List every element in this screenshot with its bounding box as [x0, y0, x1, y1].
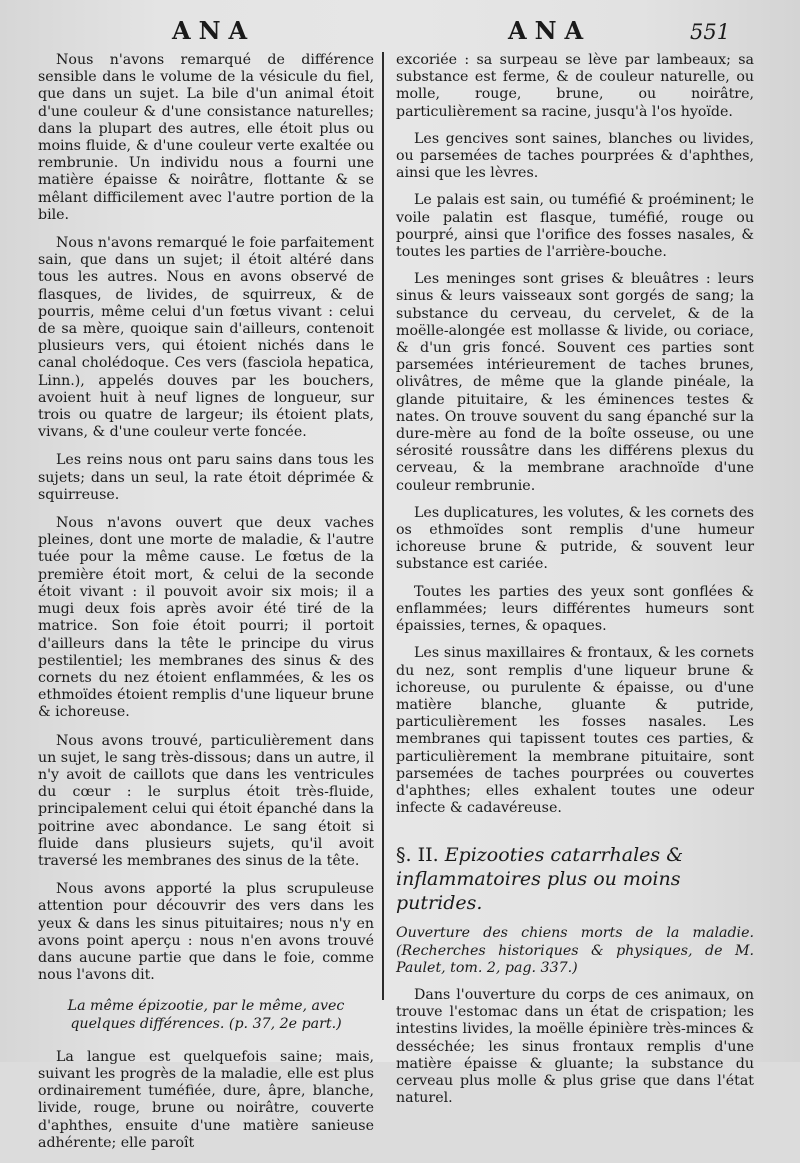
paragraph: La langue est quelquefois saine; mais, suivant les progrès de la maladie, elle est plus ordinairement tuméfiée, dure, âpre, blanche, livide, rouge, brune ou noirâtre, couverte d'aphthes, ensuite d'une matière sanieuse adhérente; elle paroît — [38, 1048, 374, 1151]
paragraph: Les meninges sont grises & bleuâtres : leurs sinus & leurs vaisseaux sont gorgés de sang; la substance du cerveau, du cervelet, & de la moëlle-alongée est mollasse & livide, ou coriace, & d'un gris foncé. Souvent ces parties sont parsemées intérieurement de taches brunes, olivâtres, de même que la glande pinéale, la glande pituitaire, & les éminences testes & nates. On trouve souvent du sang épanché sur la dure-mère au fond de la boîte osseuse, ou une sérosité roussâtre dans les différens plexus du cerveau, & la membrane arachnoïde d'une couleur rembrunie. — [396, 271, 754, 494]
page-number: 551 — [690, 20, 731, 44]
section-number: §. II. — [396, 844, 439, 867]
paragraph: Les sinus maxillaires & frontaux, & les cornets du nez, sont remplis d'une liqueur brune & ichoreuse, ou purulente & épaisse, ou d'une matière blanche, gluante & putride, particulièrement les fosses nasales. Les membranes qui tapissent toutes ces parties, & particulièrement la membrane pituitaire, sont parsemées de taches pourprées ou couvertes d'aphthes; elles exhalent toutes une odeur infecte & cadavéreuse. — [396, 645, 754, 817]
section-heading — [396, 843, 754, 915]
paragraph: Le palais est sain, ou tuméfié & proéminent; le voile palatin est flasque, tuméfié, rouge ou pourpré, ainsi que l'orifice des fosses nasales, & toutes les parties de l'arrière-bouche. — [396, 192, 754, 261]
paragraph: Nous n'avons ouvert que deux vaches pleines, dont une morte de maladie, & l'autre tuée pour la même cause. Le fœtus de la première étoit mort, & celui de la seconde étoit vivant : il pouvoit avoir six mois; il a mugi deux fois après avoir été tiré de la matrice. Son foie étoit pourri; il portoit d'ailleurs dans la tête le principe du virus pestilentiel; les membranes des sinus & des cornets du nez étoient enflammées, & les os ethmoïdes étoient remplis d'une liqueur brune & ichoreuse. — [38, 515, 374, 721]
left-column — [38, 52, 374, 1163]
subheading: La même épizootie, par le même, avec quelques différences. (p. 37, 2e part.) — [67, 998, 345, 1032]
section-title: Epizooties catarrhales & inflammatoires plus ou moins putrides. — [396, 844, 684, 915]
paragraph: Les reins nous ont paru sains dans tous les sujets; dans un seul, la rate étoit déprimée & squirreuse. — [38, 452, 374, 503]
paragraph: Nous avons trouvé, particulièrement dans un sujet, le sang très-dissous; dans un autre, il n'y avoit de caillots que dans les ventricules du cœur : le surplus étoit très-fluide, principalement celui qui étoit épanché dans la poitrine avec abondance. Le sang étoit si fluide dans plusieurs sujets, qu'il avoit traversé les membranes des sinus de la tête. — [38, 732, 374, 869]
header-left-title: ANA — [172, 16, 256, 45]
source-note: Ouverture des chiens morts de la maladie. (Recherches historiques & physiques, de M. Paulet, tom. 2, pag. 337.) — [396, 925, 754, 976]
paragraph: Dans l'ouverture du corps de ces animaux, on trouve l'estomac dans un état de crispation; les intestins livides, la moëlle épinière très-minces & desséchée; les sinus frontaux remplis d'une matière épaisse & gluante; la substance du cerveau plus molle & plus grise que dans l'état naturel. — [396, 986, 754, 1107]
paragraph: Nous n'avons remarqué de différence sensible dans le volume de la vésicule du fiel, que dans un sujet. La bile d'un animal étoit d'une couleur & d'une consistance naturelles; dans la plupart des autres, elle étoit plus ou moins fluide, & d'une couleur verte exaltée ou rembrunie. Un individu nous a fourni une matière épaisse & noirâtre, flottante & se mêlant difficilement avec l'autre portion de la bile. — [38, 52, 374, 223]
right-column — [396, 52, 754, 1117]
paragraph: Les gencives sont saines, blanches ou livides, ou parsemées de taches pourprées & d'aphthes, ainsi que les lèvres. — [396, 130, 754, 182]
paragraph: Nous n'avons remarqué le foie parfaitement sain, que dans un sujet; il étoit altéré dans tous les autres. Nous en avons observé de flasques, de livides, de squirreux, & de pourris, même celui d'un fœtus vivant : celui de sa mère, quoique sain d'ailleurs, contenoit plusieurs vers, qui étoient nichés dans le canal cholédoque. Ces vers (fasciola hepatica, Linn.), appelés douves par les bouchers, avoient huit à neuf lignes de longueur, sur trois ou quatre de largeur; ils étoient plats, vivans, & d'une couleur verte foncée. — [38, 235, 374, 441]
column-divider — [382, 52, 384, 1000]
paragraph: Toutes les parties des yeux sont gonflées & enflammées; leurs différentes humeurs sont épaissies, ternes, & opaques. — [396, 583, 754, 635]
paragraph: Nous avons apporté la plus scrupuleuse attention pour découvrir des vers dans les yeux & dans les sinus pituitaires; nous n'y en avons point aperçu : nous n'en avons trouvé dans aucune partie que dans le foie, comme nous l'avons dit. — [38, 881, 374, 984]
paragraph: excoriée : sa surpeau se lève par lambeaux; sa substance est ferme, & de couleur naturelle, ou molle, rouge, brune, ou noirâtre, particulièrement sa racine, jusqu'à l'os hyoïde. — [396, 52, 754, 120]
header-right-title: ANA — [508, 16, 592, 45]
running-header — [0, 16, 800, 52]
paragraph: Les duplicatures, les volutes, & les cornets des os ethmoïdes sont remplis d'une humeur ichoreuse brune & putride, & souvent leur substance est cariée. — [396, 504, 754, 573]
